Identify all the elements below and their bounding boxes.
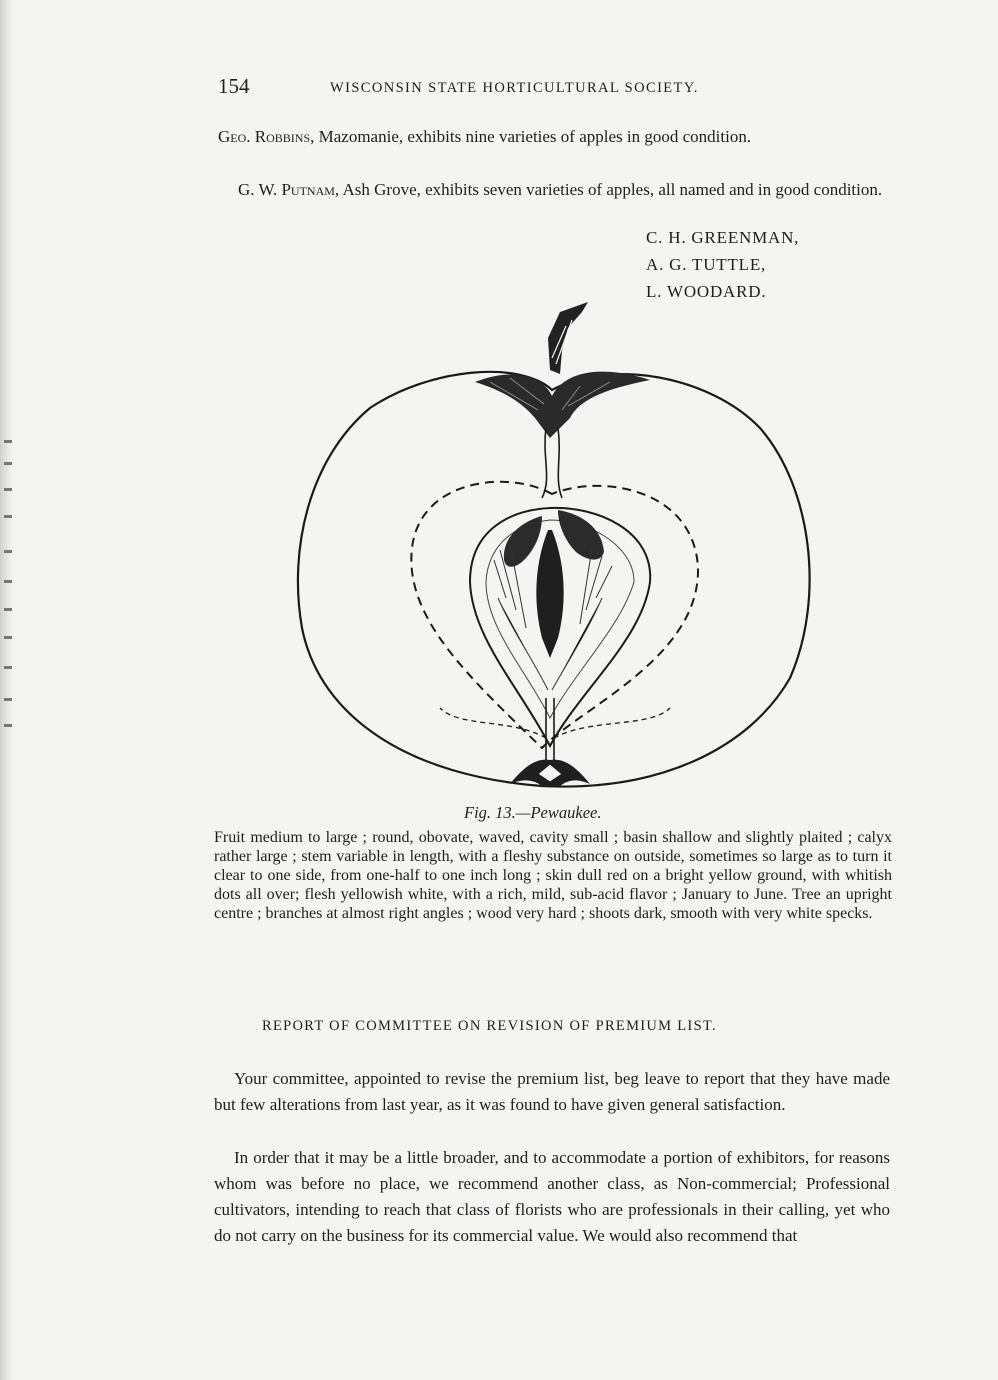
running-title: WISCONSIN STATE HORTICULTURAL SOCIETY. bbox=[330, 80, 699, 96]
committee-signatures bbox=[646, 224, 799, 305]
signature-line: A. G. TUTTLE, bbox=[646, 255, 767, 274]
exhibit-paragraph-putnam bbox=[218, 179, 894, 202]
binding-show-through bbox=[4, 440, 18, 740]
section-paragraph: Your committee, appointed to revise the premium list, beg leave to report that they have made but few alterations from last year, as it was found to have given general satisfaction. bbox=[214, 1069, 890, 1114]
signature-line: L. WOODARD. bbox=[646, 282, 767, 301]
signature-line: C. H. GREENMAN, bbox=[646, 228, 800, 247]
page-number: 154 bbox=[218, 74, 250, 98]
variety-description: Fruit medium to large ; round, obovate, waved, cavity small ; basin shallow and slightly plaited ; calyx rather large ; stem variable in length, with a fleshy substance on outside, sometimes so large as to turn it clear to one side, from one-half to one inch long ; skin dull red on a bright yellow ground, with whitish dots all over; flesh yellowish white, with a rich, mild, sub-acid flavor ; January to June. Tree an upright centre ; branches at almost right angles ; wood very hard ; shoots dark, smooth with very white specks. bbox=[214, 829, 892, 922]
exhibit-text: , Ash Grove, exhibits seven varieties of apples, all named and in good condition. bbox=[334, 180, 883, 199]
apple-cross-section-illustration bbox=[280, 298, 825, 798]
exhibit-paragraph-robbins bbox=[218, 126, 894, 149]
figure-caption: Fig. 13.—Pewaukee. bbox=[464, 803, 602, 822]
exhibitor-name: G. W. Putnam bbox=[238, 180, 335, 199]
exhibit-text: , Mazomanie, exhibits nine varieties of apples in good condition. bbox=[310, 127, 752, 146]
page-header bbox=[218, 72, 788, 102]
section-heading: REPORT OF COMMITTEE ON REVISION OF PREMIUM LIST. bbox=[262, 1018, 717, 1034]
seed-right bbox=[558, 510, 604, 560]
section-paragraph: In order that it may be a little broader, and to accommodate a portion of exhibitors, for reasons whom was before no place, we recommend another class, as Non-commercial; Professional cultivators, intending to reach that class of florists who are professionals in their calling, yet who do not carry on the business for its commercial value. We would also recommend that bbox=[214, 1148, 890, 1245]
exhibitor-name: Geo. Robbins bbox=[218, 127, 311, 146]
seed-left bbox=[504, 516, 542, 567]
stem-cavity bbox=[475, 372, 650, 438]
seed-center bbox=[536, 530, 563, 658]
apple-stem bbox=[548, 302, 588, 374]
